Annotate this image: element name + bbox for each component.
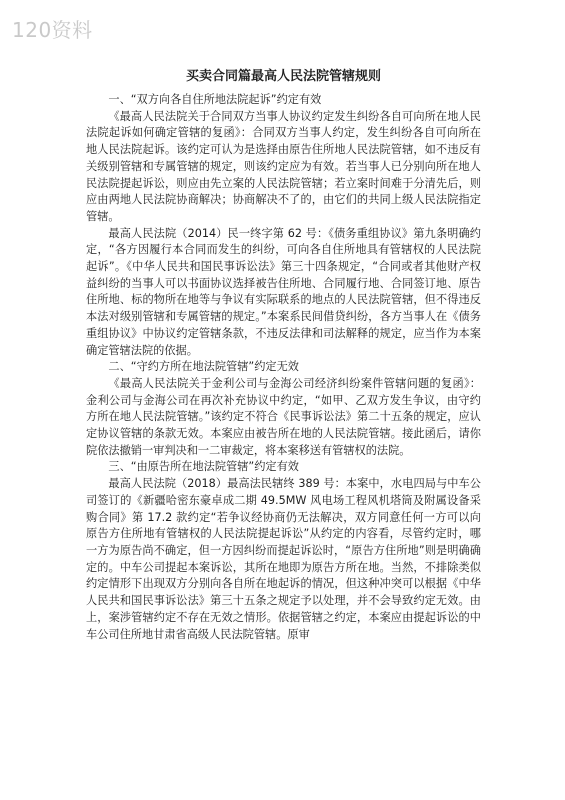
watermark-logo: 120资料 [12, 18, 93, 42]
document-page [86, 68, 481, 643]
section-heading-1: 一、“双方向各自住所地法院起诉”约定有效 [108, 93, 322, 106]
paragraph: 最高人民法院（2018）最高法民辖终 389 号：本案中，水电四局与中车公司签订的《新疆哈密东豪卓成二期 49.5MW 风电场工程风机塔筒及附属设备采购合同》第 17.2 款约定“若争议经协商仍无法解决，双方同意任何一方可以向原告方住所地有管辖权的人民法院提起诉讼”从约定的内容看，尽管约定时，哪一方为原告尚不确定，但一方因纠纷而提起诉讼时，“原告方住所地”则是明确确定的。中车公司提起本案诉讼，其所在地即为原告方所在地。当然，不排除类似约定情形下出现双方分别向各自所在地起诉的情况，但这种冲突可以根据《中华人民共和国民事诉讼法》第三十五条之规定予以处理，并不会导致约定无效。由上，案涉管辖约定不存在无效之情形。依据管辖之约定，本案应由提起诉讼的中车公司住所地甘肃省高级人民法院管辖。原审 [86, 477, 481, 641]
paragraph: 《最高人民法院关于金利公司与金海公司经济纠纷案件管辖问题的复函》：金利公司与金海公司在再次补充协议中约定，“如甲、乙双方发生争议，由守约方所在地人民法院管辖。”该约定不符合《民事诉讼法》第二十五条的规定，应认定协议管辖的条款无效。本案应由被告所在地的人民法院管辖。接此函后，请你院依法撤销一审判决和一二审裁定，将本案移送有管辖权的法院。 [86, 376, 481, 457]
section-heading-3: 三、“由原告所在地法院管辖”约定有效 [108, 460, 299, 474]
section-heading-2: 二、“守约方所在地法院管辖”约定无效 [108, 360, 299, 374]
paragraph: 最高人民法院（2014）民一终字第 62 号：《债务重组协议》第九条明确约定，“各方因履行本合同而发生的纠纷，可向各自住所地具有管辖权的人民法院起诉”。《中华人民共和国民事诉讼法》第三十四条规定，“合同或者其他财产权益纠纷的当事人可以书面协议选择被告住所地、合同履行地、合同签订地、原告住所地、标的物所在地等与争议有实际联系的地点的人民法院管辖，但不得违反本法对级别管辖和专属管辖的规定。”本案系民间借贷纠纷，各方当事人在《债务重组协议》中协议约定管辖条款，不违反法律和司法解释的规定，应当作为本案确定管辖法院的依据。 [86, 226, 481, 357]
paragraph: 《最高人民法院关于合同双方当事人协议约定发生纠纷各自可向所在地人民法院起诉如何确定管辖的复函》：合同双方当事人约定，发生纠纷各自可向所在地人民法院起诉。该约定可认为是选择由原告住所地人民法院管辖，如不违反有关级别管辖和专属管辖的规定，则该约定应为有效。若当事人已分别向所在地人民法院提起诉讼，则应由先立案的人民法院管辖；若立案时间难于分清先后，则应由两地人民法院协商解决；协商解决不了的，由它们的共同上级人民法院指定管辖。 [86, 109, 481, 223]
document-title: 买卖合同篇最高人民法院管辖规则 [185, 69, 381, 84]
